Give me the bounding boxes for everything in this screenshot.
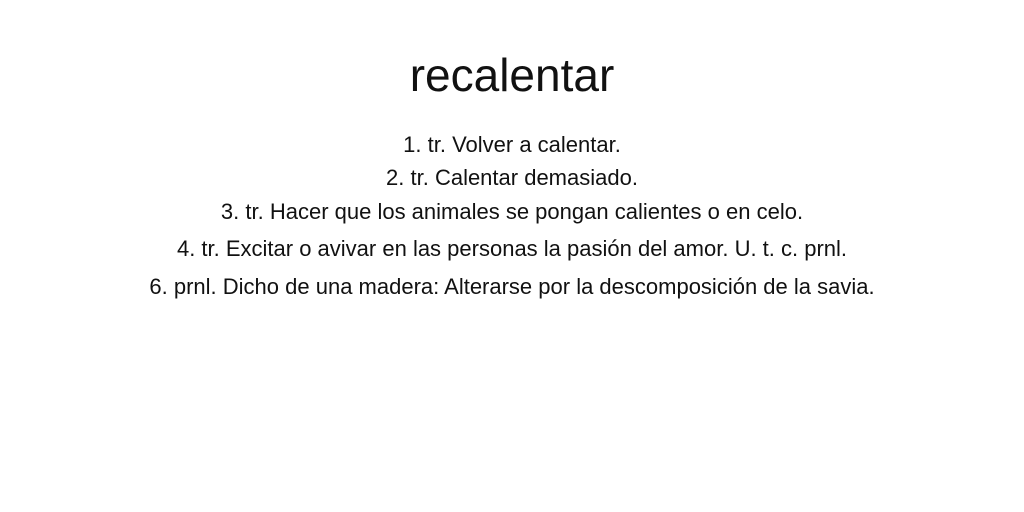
definition-2: 2. tr. Calentar demasiado. [386, 165, 638, 190]
definition-3: 3. tr. Hacer que los animales se pongan calientes o en celo. [220, 199, 804, 224]
headword: recalentar [409, 49, 615, 101]
definition-6: 6. prnl. Dicho de una madera: Alterarse por la descomposición de la savia. [149, 274, 875, 299]
definition-4: 4. tr. Excitar o avivar en las personas la pasión del amor. U. t. c. prnl. [176, 236, 848, 261]
definition-1: 1. tr. Volver a calentar. [403, 132, 621, 157]
